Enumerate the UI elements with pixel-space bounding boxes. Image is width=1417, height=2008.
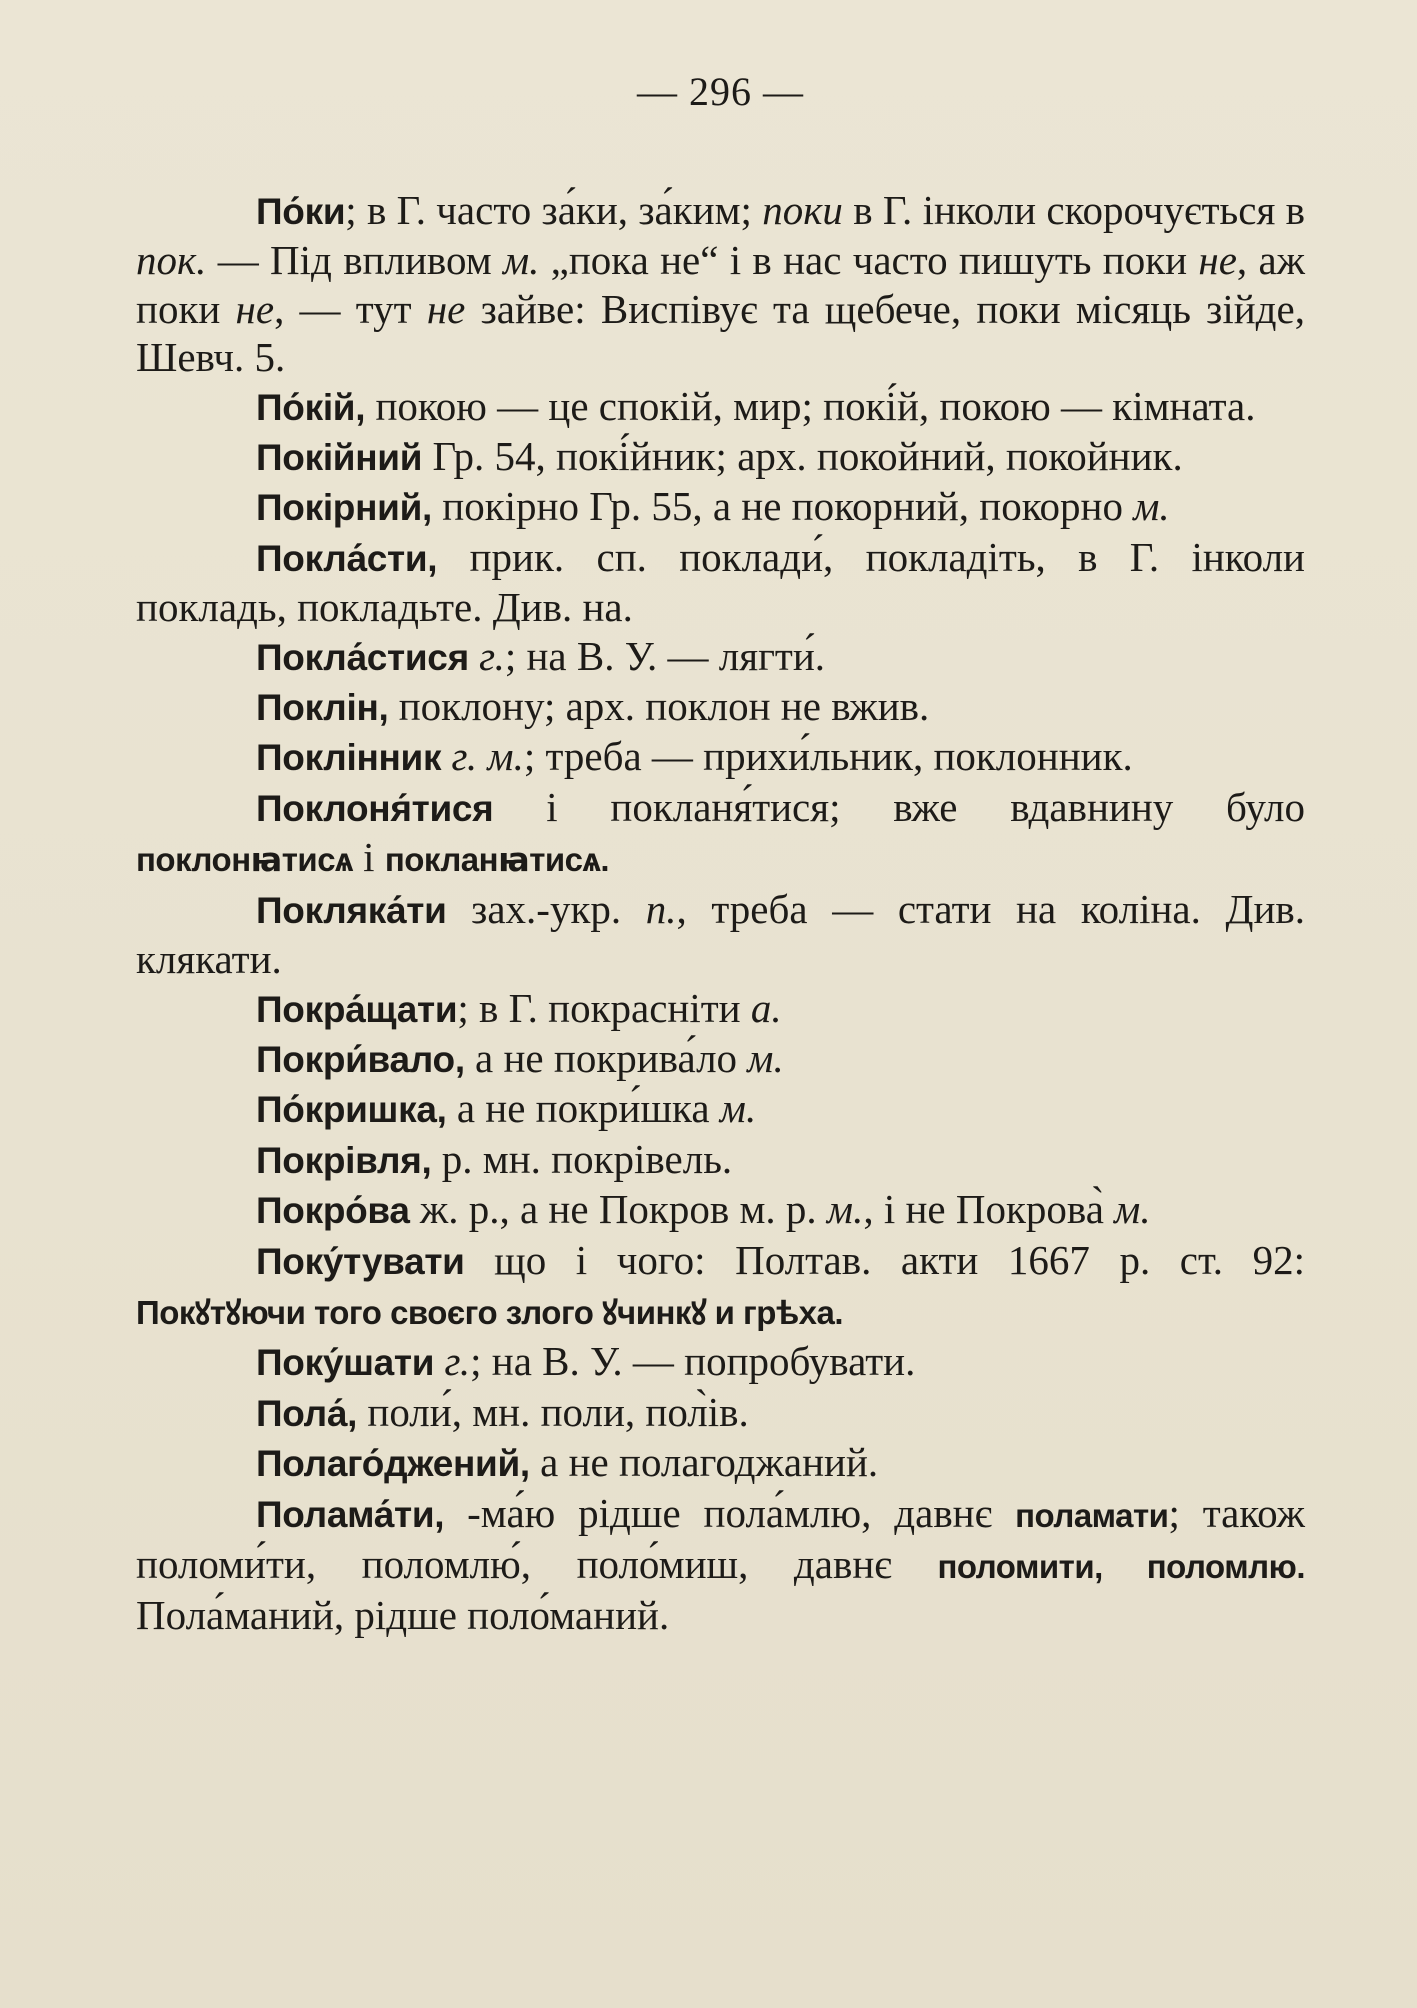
- italic-abbrev: пок.: [136, 237, 207, 284]
- entry-text: [434, 1338, 444, 1384]
- headword: Покійний: [256, 437, 423, 479]
- entry-text: поклону; арх. поклон не вжив.: [388, 683, 930, 730]
- entry-text: , і не Покрова̀: [863, 1186, 1115, 1233]
- italic-abbrev: м.: [747, 1034, 784, 1081]
- entry-text: ; в Г. часто за́ки, за́ким;: [345, 187, 763, 233]
- dictionary-entry: [136, 984, 1305, 1034]
- dictionary-entry: [136, 1489, 1305, 1640]
- entry-text: р. мн. покрівель.: [431, 1135, 733, 1182]
- dictionary-entry: [136, 1084, 1305, 1134]
- headword: Поку́тувати: [256, 1240, 465, 1282]
- headword: Покла́сти,: [256, 537, 438, 579]
- italic-abbrev: поки: [762, 187, 843, 233]
- entry-text: а не покри́шка: [446, 1085, 720, 1132]
- entry-text: Гр. 54, покі́йник; арх. покойний, покойник.: [422, 433, 1183, 480]
- headword: Поклоня́тися: [256, 787, 494, 829]
- italic-abbrev: а.: [750, 984, 782, 1031]
- entry-text: , аж поки: [136, 237, 1305, 332]
- page-number: — 296 —: [637, 69, 804, 114]
- headword: Покрівля,: [256, 1139, 432, 1181]
- dictionary-entry: [136, 732, 1305, 782]
- dictionary-entry: [136, 1388, 1305, 1438]
- dictionary-entry: [136, 1236, 1305, 1338]
- dictionary-entry: [136, 682, 1305, 732]
- entry-text: що і чого: Полтав. акти 1667 р. ст. 92:: [464, 1236, 1305, 1283]
- entry-text: зайве: Виспівує та щебече, поки місяць зійде, Шевч. 5.: [136, 285, 1305, 381]
- entry-text: ; також поломи́ти, поломлю́, поло́миш, давнє: [136, 1489, 1305, 1587]
- dictionary-entry: [136, 482, 1305, 532]
- entry-text: в Г. інколи скорочується в: [842, 187, 1305, 233]
- entry-text: , треба — стати на коліна. Див. клякати.: [136, 885, 1306, 983]
- entry-text: ; треба — прихи́льник, поклонник.: [523, 733, 1133, 780]
- old-script-text: поклонꙗтисѧ: [136, 841, 353, 879]
- entry-text: а не полагоджаний.: [529, 1439, 879, 1486]
- headword: Пола́,: [256, 1392, 358, 1434]
- entry-text: [441, 733, 451, 779]
- italic-abbrev: п.: [645, 885, 677, 932]
- italic-abbrev: не: [235, 285, 275, 332]
- entry-text: ж. р., а не Покров м. р.: [409, 1186, 827, 1233]
- entry-text: покою — це спокій, мир; покі́й, покою — кімната.: [365, 382, 1256, 429]
- dictionary-entry: [136, 382, 1305, 432]
- dictionary-entry: [136, 533, 1305, 632]
- entry-text: поли́, мн. поли, пол̀ів.: [357, 1388, 749, 1435]
- headword: Поклінник: [256, 737, 442, 779]
- entries-list: [136, 186, 1305, 1640]
- headword: По́кришка,: [256, 1089, 447, 1131]
- entry-text: [469, 633, 479, 679]
- headword: Поклін,: [256, 687, 389, 729]
- headword: Покляка́ти: [256, 889, 447, 931]
- headword: Полама́ти,: [256, 1493, 445, 1535]
- italic-abbrev: м.: [1114, 1186, 1151, 1233]
- entry-text: ; на В. У. — попробувати.: [470, 1338, 916, 1385]
- dictionary-entry: [136, 1337, 1305, 1387]
- dictionary-entry: [136, 1135, 1305, 1185]
- italic-abbrev: м.: [826, 1186, 864, 1233]
- dictionary-entry: [136, 783, 1305, 885]
- headword: Поку́шати: [256, 1342, 435, 1384]
- headword: По́кій,: [256, 386, 366, 428]
- dictionary-entry: [136, 885, 1305, 984]
- entry-text: Пола́маний, рідше поло́маний.: [136, 1592, 670, 1639]
- entry-text: зах.-укр.: [446, 885, 646, 932]
- entry-text: і: [352, 834, 385, 881]
- entry-text: і покланя́тися; вже вдавнину було: [493, 783, 1305, 830]
- entry-text: „пока не“ і в нас часто пишуть поки: [539, 237, 1199, 284]
- entry-text: а не покрива́ло: [464, 1034, 748, 1081]
- entry-text: ; на В. У. — лягти́.: [504, 632, 826, 679]
- entry-text: прик. сп. поклади́, покладіть, в Г. інколи покладь, покладьте. Див. на.: [136, 533, 1305, 631]
- headword: Покра́щати: [256, 988, 458, 1030]
- italic-abbrev: г.: [444, 1338, 471, 1385]
- entry-text: покірно Гр. 55, а не покорний, покорно: [432, 483, 1134, 530]
- headword: Покри́вало,: [256, 1038, 465, 1080]
- italic-abbrev: м.: [1133, 483, 1170, 530]
- italic-abbrev: м.: [719, 1085, 757, 1132]
- italic-abbrev: не: [1198, 237, 1237, 284]
- dictionary-entry: [136, 632, 1305, 682]
- italic-abbrev: м.: [502, 237, 540, 284]
- dictionary-entry: [136, 186, 1305, 382]
- headword: Покла́стися: [256, 636, 469, 678]
- italic-abbrev: не: [426, 285, 466, 332]
- dictionary-entry: [136, 432, 1305, 482]
- dictionary-entry: [136, 1185, 1305, 1235]
- headword: Покірний,: [256, 487, 433, 529]
- headword: По́ки: [256, 191, 346, 232]
- entry-text: -ма́ю рідше пола́млю, давнє: [444, 1489, 1016, 1536]
- headword: Полаго́джений,: [256, 1443, 530, 1485]
- headword: Покро́ва: [256, 1190, 410, 1232]
- italic-abbrev: г. м.: [451, 733, 524, 780]
- entry-text: ; в Г. покрасніти: [457, 984, 751, 1031]
- dictionary-entry: [136, 1034, 1305, 1084]
- old-script-text: поламати: [1015, 1496, 1169, 1534]
- italic-abbrev: г.: [479, 632, 505, 679]
- entry-text: , — тут: [274, 285, 427, 332]
- old-script-text: покланꙗтисѧ.: [384, 841, 610, 879]
- entry-text: — Під впливом: [206, 237, 503, 284]
- old-script-text: Покꙋтꙋючи того своєго злого ꙋчинкꙋ и грѣха.: [136, 1293, 844, 1331]
- dictionary-entry: [136, 1438, 1305, 1488]
- old-script-text: поломити, поломлю.: [937, 1547, 1305, 1585]
